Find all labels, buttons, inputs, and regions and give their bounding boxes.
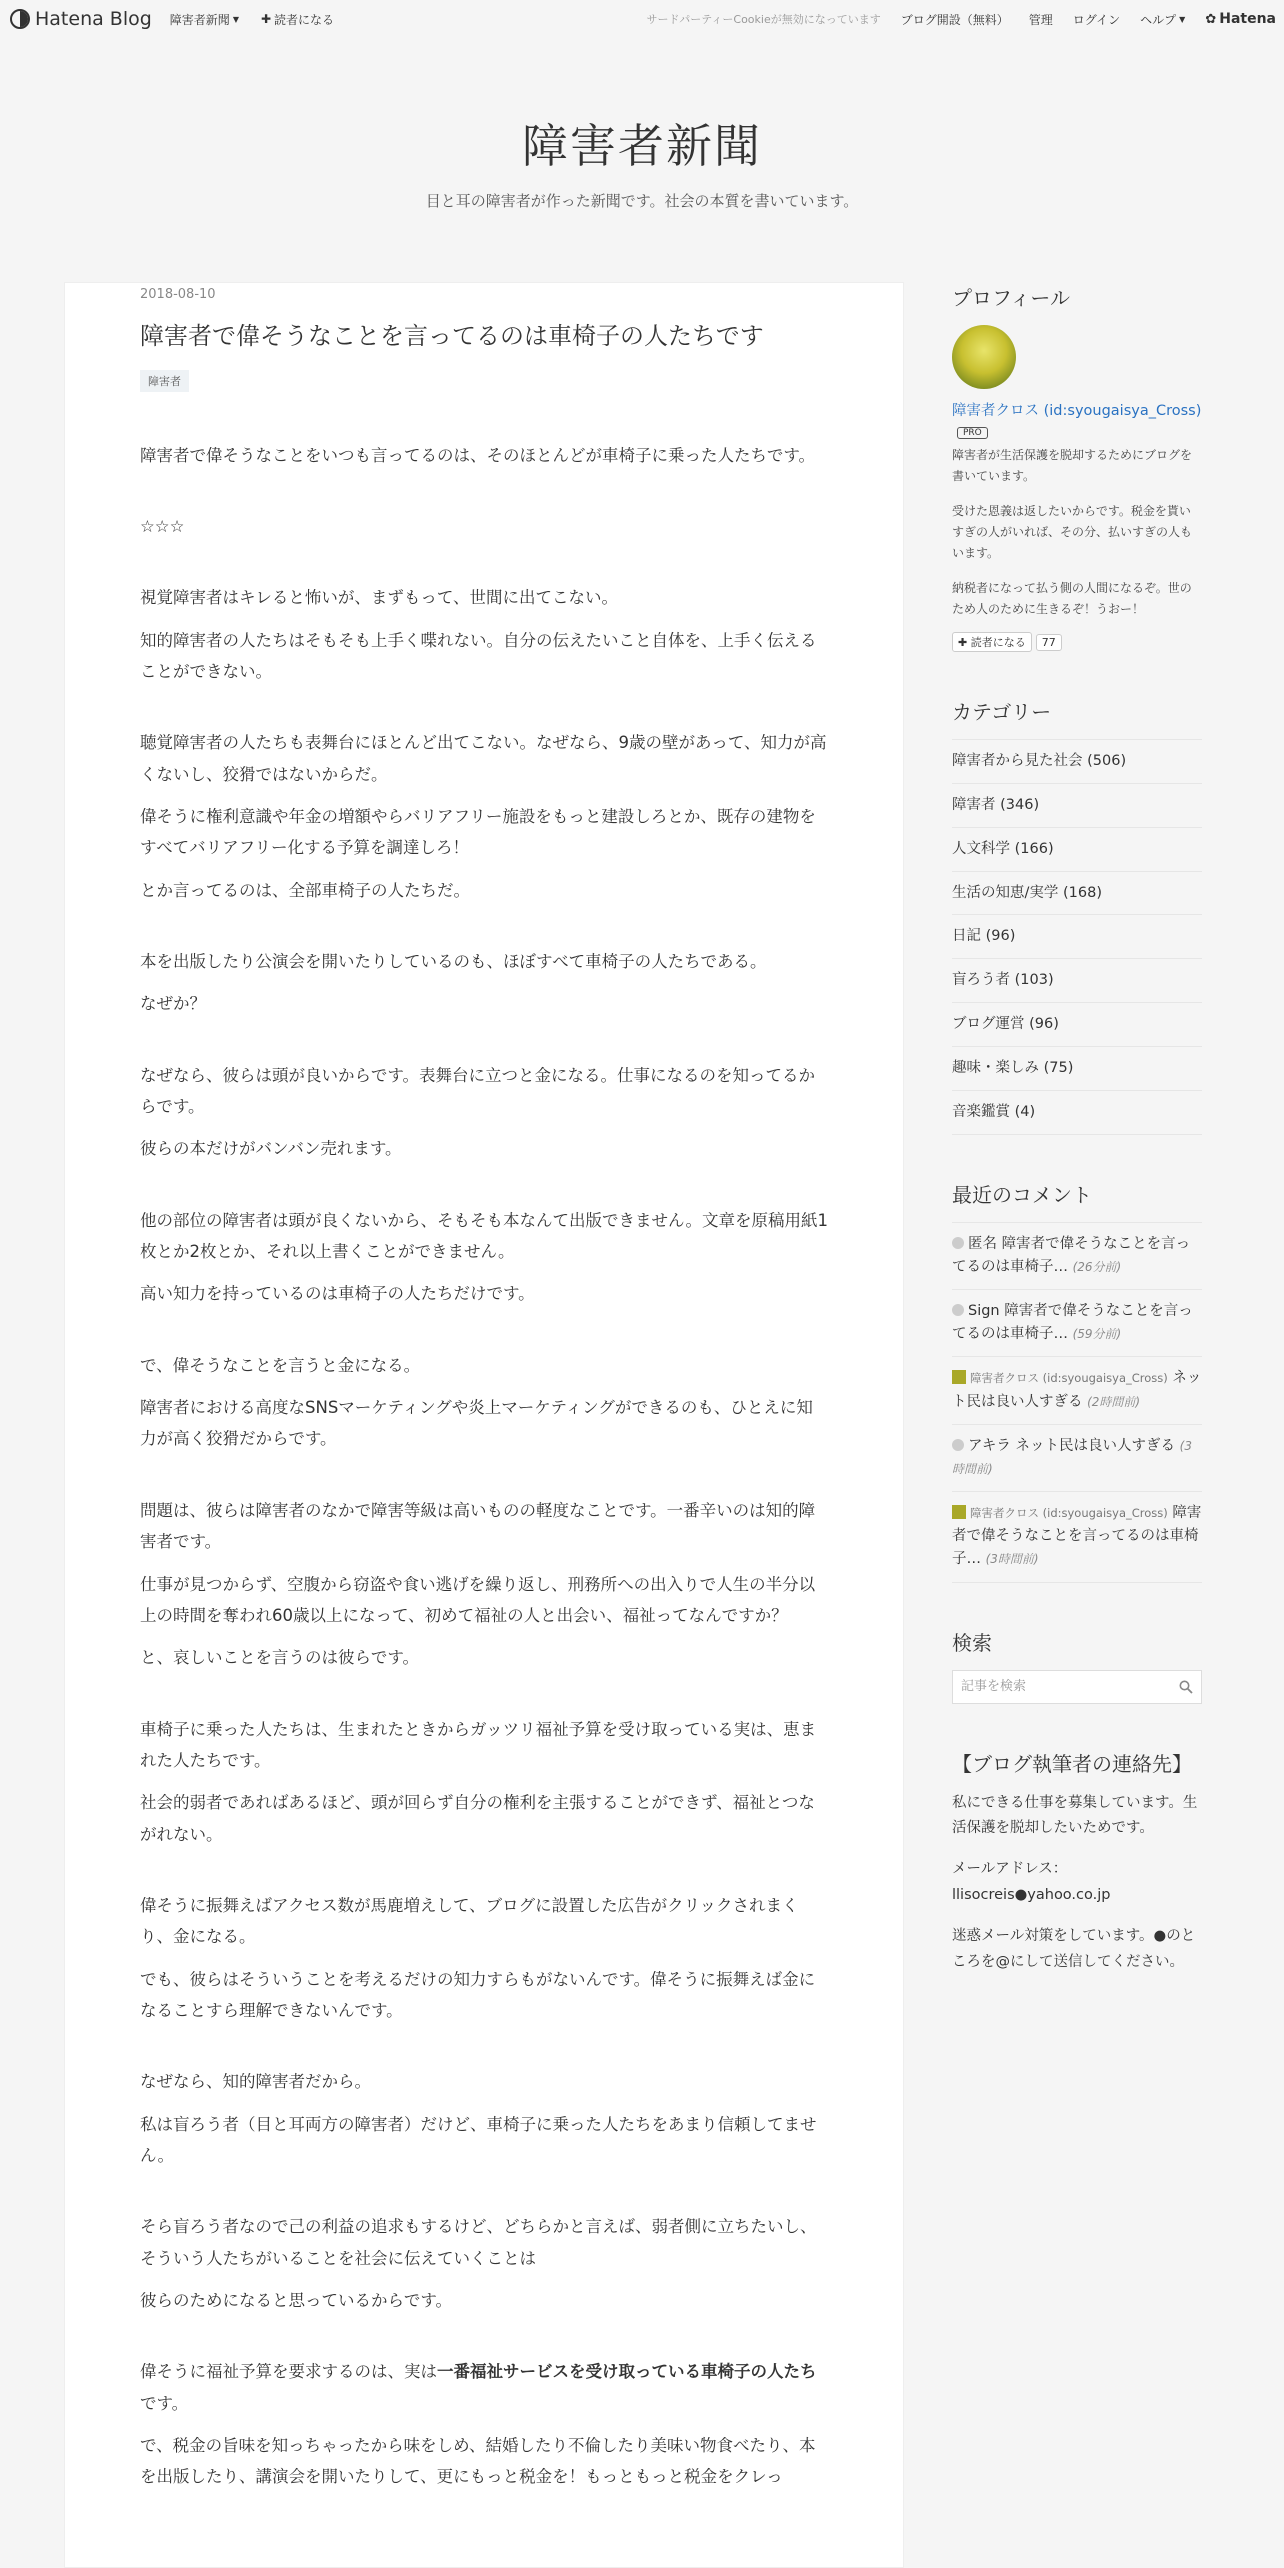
profile-description: 受けた恩義は返したいからです。税金を貰いすぎの人がいれば、その分、払いすぎの人もいます。	[952, 504, 1193, 560]
entry-paragraph: なぜなら、知的障害者だから。	[140, 2072, 371, 2092]
entry-paragraph: 偉そうに権利意識や年金の増額やらバリアフリー施設をもっと建設しろとか、既存の建物をすべてバリアフリー化する予算を調達しろ！	[140, 807, 816, 858]
follow-blog-label: 読者になる	[274, 12, 335, 27]
contact-text: メールアドレス：llisocreis●yahoo.co.jp	[952, 1861, 1111, 1903]
follow-blog-link[interactable]	[261, 11, 334, 28]
entry-paragraph: 社会的弱者であればあるほど、頭が回らず自分の権利を主張することができず、福祉とつながれない。	[140, 1793, 815, 1844]
plus-icon: ✚	[958, 636, 968, 649]
hatena-logo-icon: ✿	[1205, 11, 1217, 27]
comment-user[interactable]: 障害者クロス (id:syougaisya_Cross)	[970, 1506, 1168, 1521]
category-link[interactable]: 人文科学 (166)	[952, 828, 1202, 872]
help-menu[interactable]	[1140, 11, 1185, 28]
comment-entry-link[interactable]: 障害者で偉そうなことを言ってるのは車椅子…	[952, 1235, 1191, 1275]
search-module	[952, 1627, 1202, 1704]
profile-avatar[interactable]	[952, 325, 1016, 389]
user-avatar-icon	[952, 1370, 966, 1384]
entry-paragraph: 聴覚障害者の人たちも表舞台にほとんど出てこない。なぜなら、9歳の壁があって、知力が高くないし、狡猾ではないからだ。	[140, 733, 827, 784]
entry-paragraph: で、税金の旨味を知っちゃったから味をしめ、結婚したり不倫したり美味い物食べたり、本を出版したり、講演会を開いたりして、更にもっと税金を！もっともっと税金をクレっ	[140, 2436, 816, 2487]
entry-paragraph: と、哀しいことを言うのは彼らです。	[140, 1648, 420, 1668]
comment-item	[952, 1492, 1202, 1583]
entry-date[interactable]: 2018-08-10	[140, 287, 216, 302]
entry-title[interactable]: 障害者で偉そうなことを言ってるのは車椅子の人たちです	[140, 322, 764, 350]
comment-time: (3時間前)	[952, 1438, 1192, 1476]
profile-description: 障害者が生活保護を脱却するためにブログを書いています。	[952, 448, 1193, 483]
open-blog-link[interactable]: ブログ開設（無料）	[900, 12, 1009, 27]
comment-user[interactable]: 障害者クロス (id:syougaisya_Cross)	[970, 1371, 1168, 1386]
emphasis-text: 一番福祉サービスを受け取っている車椅子の人たち	[437, 2362, 817, 2382]
entry-paragraph: 本を出版したり公演会を開いたりしているのも、ほぼすべて車椅子の人たちである。	[140, 952, 767, 972]
search-input[interactable]	[953, 1671, 1201, 1703]
entry-paragraph: なぜなら、彼らは頭が良いからです。表舞台に立つと金になる。仕事になるのを知ってるからです。	[140, 1065, 816, 1117]
blog-menu[interactable]	[170, 11, 239, 28]
contact-text: 迷惑メール対策をしています。●のところを@にして送信してください。	[952, 1928, 1196, 1970]
entry-paragraph: 他の部位の障害者は頭が良くないから、そもそも本なんて出版できません。文章を原稿用紙1枚とか2枚とか、それ以上書くことができません。	[140, 1210, 828, 1262]
category-module	[952, 696, 1202, 1135]
hatena-blog-logo-icon	[10, 9, 30, 29]
comment-entry-link[interactable]: 障害者で偉そうなことを言ってるのは車椅子…	[952, 1302, 1193, 1343]
follow-button[interactable]	[952, 632, 1032, 652]
entry-paragraph: 彼らの本だけがバンバン売れます。	[140, 1139, 402, 1159]
entry-paragraph: なぜか？	[140, 994, 206, 1014]
user-avatar-icon	[952, 1505, 966, 1519]
pro-badge[interactable]: PRO	[957, 427, 988, 439]
profile-description: 納税者になって払う側の人間になるぞ。世のため人のために生きるぞ！うおー！	[952, 581, 1192, 616]
user-icon	[952, 1439, 964, 1451]
comment-item	[952, 1290, 1202, 1357]
category-heading: カテゴリー	[952, 700, 1052, 724]
entry-paragraph: そら盲ろう者なので己の利益の追求もするけど、どちらかと言えば、弱者側に立ちたいし、そういう人たちがいることを社会に伝えていくことは	[140, 2217, 817, 2268]
entry-paragraph: 車椅子に乗った人たちは、生まれたときからガッツリ福祉予算を受け取っている実は、恵まれた人たちです。	[140, 1719, 817, 1770]
blog-description: 目と耳の障害者が作った新聞です。社会の本質を書いています。	[425, 192, 859, 210]
sidebar	[952, 282, 1202, 1991]
plus-icon: ✚	[260, 12, 272, 26]
entry-paragraph: 障害者で偉そうなことをいつも言ってるのは、そのほとんどが車椅子に乗った人たちです。	[140, 445, 816, 465]
category-link[interactable]: 障害者 (346)	[952, 784, 1202, 828]
manage-link[interactable]: 管理	[1028, 12, 1053, 27]
blog-menu-label: 障害者新聞	[169, 12, 230, 27]
contact-module	[952, 1748, 1202, 1975]
hatena-logo-text: Hatena	[1219, 11, 1276, 27]
category-tag[interactable]: 障害者	[140, 370, 189, 392]
profile-heading: プロフィール	[952, 286, 1070, 310]
comment-item	[952, 1223, 1202, 1290]
profile-name-link[interactable]: 障害者クロス (id:syougaisya_Cross)	[952, 403, 1202, 419]
category-link[interactable]: 生活の知恵/実学 (168)	[952, 872, 1202, 916]
comment-item	[952, 1357, 1202, 1424]
entry-paragraph: 彼らのためになると思っているからです。	[140, 2291, 453, 2310]
user-icon	[952, 1304, 964, 1316]
follow-button-label: 読者になる	[970, 636, 1026, 649]
brand-text: Hatena Blog	[35, 8, 152, 30]
entry-paragraph: 偉そうに振舞えばアクセス数が馬鹿増えして、ブログに設置した広告がクリックされまくり、金になる。	[140, 1895, 799, 1947]
category-link[interactable]: 盲ろう者 (103)	[952, 959, 1202, 1003]
entry-paragraph: 視覚障害者はキレると怖いが、まずもって、世間に出てこない。	[140, 588, 619, 608]
category-link[interactable]: 日記 (96)	[952, 915, 1202, 959]
user-icon	[952, 1237, 964, 1249]
comment-entry-link[interactable]: 障害者で偉そうなことを言ってるのは車椅子…	[952, 1505, 1202, 1568]
global-header	[0, 0, 1284, 38]
recent-comments-heading: 最近のコメント	[952, 1182, 1092, 1207]
entry-paragraph: 障害者における高度なSNSマーケティングや炎上マーケティングができるのも、ひとえに知力が高く狡猾だからです。	[140, 1398, 813, 1449]
comment-user[interactable]: アキラ	[968, 1437, 1011, 1454]
comment-time: (26分前)	[1072, 1259, 1122, 1274]
entry-body	[140, 440, 828, 2493]
profile-module	[952, 282, 1202, 652]
entry-paragraph: 私は盲ろう者（目と耳両方の障害者）だけど、車椅子に乗った人たちをあまり信頼してません。	[140, 2114, 817, 2165]
comment-user[interactable]: 匿名	[968, 1235, 997, 1252]
paragraph-text: です。	[140, 2393, 189, 2413]
blog-header	[0, 110, 1284, 211]
entry-paragraph: でも、彼らはそういうことを考えるだけの知力すらもがないんです。偉そうに振舞えば金になることすら理解できないんです。	[140, 1969, 816, 2020]
hatena-blog-logo[interactable]	[10, 8, 152, 30]
cookie-notice[interactable]: サードパーティーCookieが無効になっています	[646, 13, 881, 26]
search-heading: 検索	[952, 1630, 992, 1655]
category-link[interactable]: 趣味・楽しみ (75)	[952, 1047, 1202, 1091]
article-card	[64, 282, 904, 2568]
contact-text: 私にできる仕事を募集しています。生活保護を脱却したいためです。	[952, 1794, 1198, 1837]
category-link[interactable]: 音楽鑑賞 (4)	[952, 1091, 1202, 1135]
contact-heading: 【ブログ執筆者の連絡先】	[952, 1751, 1192, 1776]
comment-time: (3時間前)	[985, 1552, 1039, 1567]
comment-item	[952, 1425, 1202, 1492]
entry-paragraph: とか言ってるのは、全部車椅子の人たちだ。	[140, 880, 470, 900]
recent-comments-list	[952, 1222, 1202, 1583]
comment-time: (59分前)	[1072, 1327, 1122, 1342]
paragraph-text: 偉そうに福祉予算を要求するのは、実は	[140, 2362, 437, 2382]
entry-paragraph: 問題は、彼らは障害者のなかで障害等級は高いものの軽度なことです。一番辛いのは知的障害者です。	[140, 1500, 816, 1552]
entry-paragraph: 知的障害者の人たちはそもそも上手く喋れない。自分の伝えたいこと自体を、上手く伝えることができない。	[140, 630, 817, 681]
entry-paragraph: で、偉そうなことを言うと金になる。	[140, 1355, 421, 1375]
help-label: ヘルプ	[1140, 12, 1177, 27]
comment-user[interactable]: Sign	[968, 1302, 1000, 1319]
entry-paragraph: 高い知力を持っているのは車椅子の人たちだけです。	[140, 1284, 535, 1304]
category-link[interactable]: ブログ運営 (96)	[952, 1003, 1202, 1047]
search-box	[952, 1670, 1202, 1704]
entry-paragraph	[140, 2356, 828, 2419]
comment-time: (2時間前)	[1087, 1394, 1141, 1409]
caret-down-icon: ▼	[232, 14, 239, 24]
category-list	[952, 739, 1202, 1135]
comment-entry-link[interactable]: ネット民は良い人すぎる	[1015, 1437, 1176, 1454]
comment-entry-link[interactable]: ネット民は良い人すぎる	[952, 1370, 1202, 1410]
follower-count[interactable]: 77	[1036, 634, 1062, 651]
entry-paragraph: ☆☆☆	[140, 516, 185, 536]
entry-paragraph: 仕事が見つからず、空腹から窃盗や食い逃げを繰り返し、刑務所への出入りで人生の半分以上の時間を奪われ60歳以上になって、初めて福祉の人と出会い、福祉ってなんですか？	[140, 1574, 816, 1625]
blog-title[interactable]: 障害者新聞	[522, 119, 762, 173]
login-link[interactable]: ログイン	[1072, 12, 1121, 27]
search-icon[interactable]	[1179, 1680, 1193, 1694]
category-link[interactable]: 障害者から見た社会 (506)	[952, 740, 1202, 784]
recent-comments-module	[952, 1179, 1202, 1583]
caret-down-icon: ▼	[1179, 14, 1186, 24]
hatena-logo[interactable]	[1205, 11, 1276, 27]
